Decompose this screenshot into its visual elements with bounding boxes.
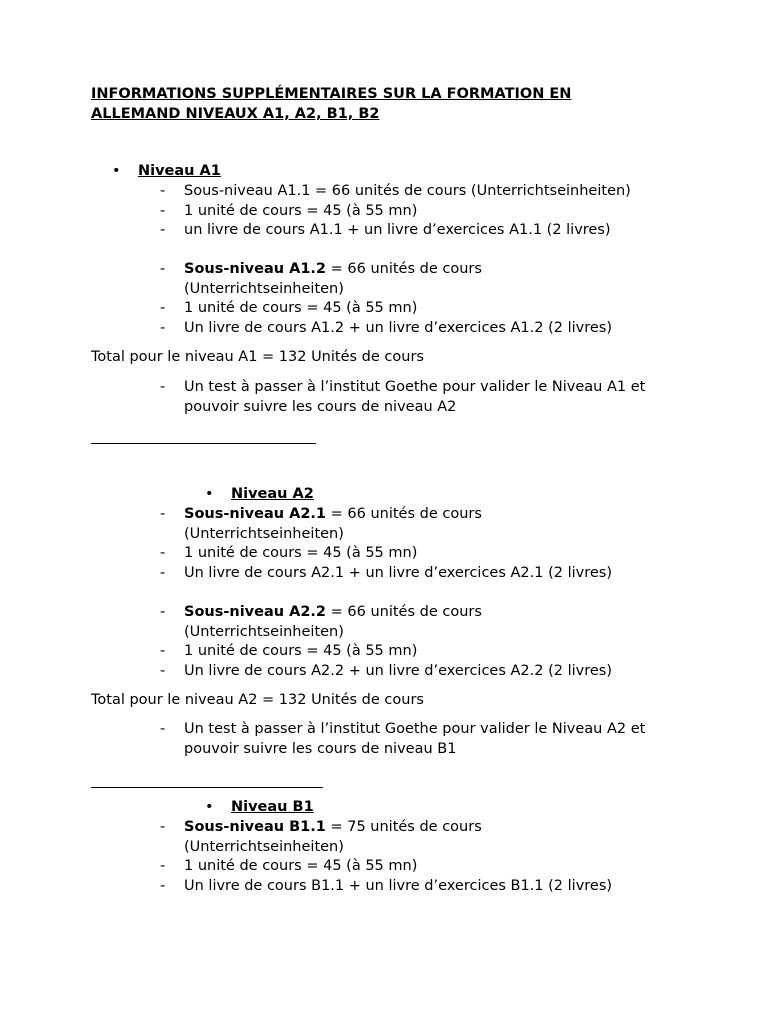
total-a1: Total pour le niveau A1 = 132 Unités de cours xyxy=(91,349,424,365)
bullet-icon: • xyxy=(205,486,214,502)
dash-icon: - xyxy=(160,183,166,199)
dash-icon: - xyxy=(160,203,166,219)
dash-icon: - xyxy=(160,506,166,522)
item-text: Sous-niveau A1.1 = 66 unités de cours (Unterrichtseinheiten) xyxy=(184,183,631,199)
item-text: 1 unité de cours = 45 (à 55 mn) xyxy=(184,300,418,316)
document-title: INFORMATIONS SUPPLÉMENTAIRES SUR LA FORMATION EN ALLEMAND NIVEAUX A1, A2, B1, B2 xyxy=(91,86,572,122)
item-bold: Sous-niveau A2.2 xyxy=(184,604,327,620)
item-text: = 66 unités de cours (Unterrichtseinheiten) xyxy=(184,506,482,542)
dash-icon: - xyxy=(160,320,166,336)
bullet-icon: • xyxy=(205,799,214,815)
item-text: 1 unité de cours = 45 (à 55 mn) xyxy=(184,858,418,874)
dash-icon: - xyxy=(160,565,166,581)
item-text: = 66 unités de cours (Unterrichtseinheiten) xyxy=(184,261,482,297)
dash-icon: - xyxy=(160,222,166,238)
dash-icon: - xyxy=(160,300,166,316)
heading-label: Niveau A1 xyxy=(138,163,221,179)
heading-niveau-a2 xyxy=(205,485,405,505)
item-text: 1 unité de cours = 45 (à 55 mn) xyxy=(184,545,418,561)
item-text: 1 unité de cours = 45 (à 55 mn) xyxy=(184,643,418,659)
dash-icon: - xyxy=(160,604,166,620)
item-text: un livre de cours A1.1 + un livre d’exercices A1.1 (2 livres) xyxy=(184,222,611,238)
test-a1: Un test à passer à l’institut Goethe pour valider le Niveau A1 et pouvoir suivre les cours de niveau A2 xyxy=(184,379,646,415)
divider xyxy=(91,787,323,788)
item-text: = 66 unités de cours (Unterrichtseinheiten) xyxy=(184,604,482,640)
dash-icon: - xyxy=(160,261,166,277)
heading-niveau-b1 xyxy=(205,798,405,818)
item-text: 1 unité de cours = 45 (à 55 mn) xyxy=(184,203,418,219)
dash-icon: - xyxy=(160,878,166,894)
dash-icon: - xyxy=(160,379,166,395)
item-text: = 75 unités de cours (Unterrichtseinheiten) xyxy=(184,819,482,855)
total-a2: Total pour le niveau A2 = 132 Unités de cours xyxy=(91,692,424,708)
item-text: Un livre de cours A1.2 + un livre d’exercices A1.2 (2 livres) xyxy=(184,320,612,336)
dash-icon: - xyxy=(160,858,166,874)
dash-icon: - xyxy=(160,545,166,561)
item-text: Un livre de cours B1.1 + un livre d’exercices B1.1 (2 livres) xyxy=(184,878,613,894)
dash-icon: - xyxy=(160,721,166,737)
heading-label: Niveau B1 xyxy=(231,799,314,815)
item-bold: Sous-niveau A1.2 xyxy=(184,261,327,277)
dash-icon: - xyxy=(160,663,166,679)
item-bold: Sous-niveau B1.1 xyxy=(184,819,326,835)
item-bold: Sous-niveau A2.1 xyxy=(184,506,327,522)
divider xyxy=(91,443,316,444)
item-text: Un livre de cours A2.1 + un livre d’exercices A2.1 (2 livres) xyxy=(184,565,612,581)
dash-icon: - xyxy=(160,819,166,835)
item-text: Un livre de cours A2.2 + un livre d’exercices A2.2 (2 livres) xyxy=(184,663,612,679)
heading-niveau-a1 xyxy=(112,162,312,182)
test-a2: Un test à passer à l’institut Goethe pour valider le Niveau A2 et pouvoir suivre les cours de niveau B1 xyxy=(184,721,646,757)
heading-label: Niveau A2 xyxy=(231,486,314,502)
bullet-icon: • xyxy=(112,163,121,179)
dash-icon: - xyxy=(160,643,166,659)
